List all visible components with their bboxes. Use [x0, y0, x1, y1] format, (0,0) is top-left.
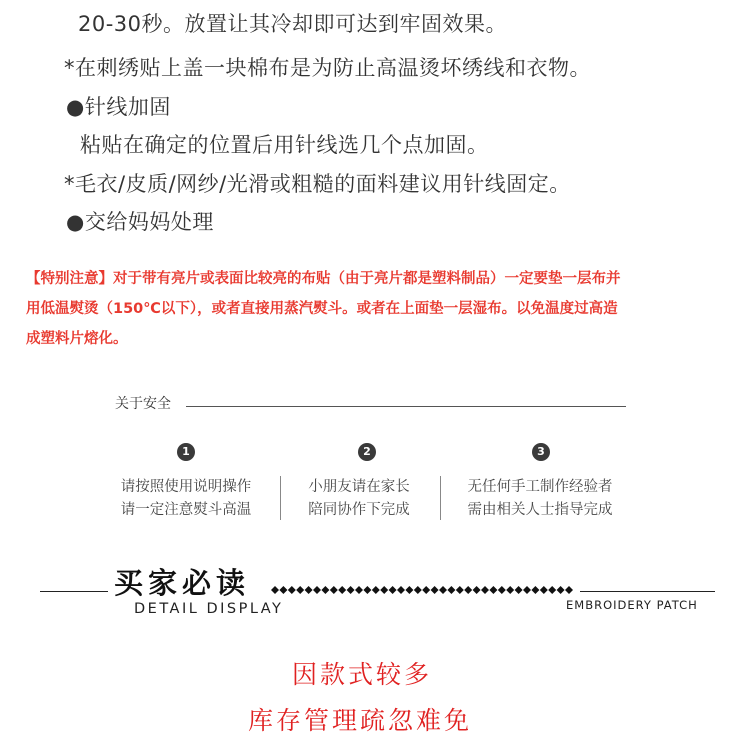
heading-give-to-mom: ●交给妈妈处理: [66, 210, 214, 234]
diamond-mark: [515, 586, 523, 594]
safety-number-2: 2: [358, 443, 376, 461]
diamond-mark: [565, 586, 573, 594]
safety-item-1-line-1: 请按照使用说明操作: [120, 479, 252, 495]
safety-separator-2: [440, 476, 441, 520]
diamond-mark: [414, 586, 422, 594]
diamond-mark: [447, 586, 455, 594]
safety-item-2: [274, 476, 444, 522]
diamond-mark: [321, 586, 329, 594]
diamond-mark: [355, 586, 363, 594]
diamond-mark: [296, 586, 304, 594]
instruction-line-1: 20-30秒。放置让其冷却即可达到牢固效果。: [78, 12, 508, 36]
diamond-mark: [540, 586, 548, 594]
safety-item-2-line-2: 陪同协作下完成: [308, 502, 410, 518]
safety-item-1-line-2: 请一定注意熨斗高温: [120, 502, 252, 518]
diamond-mark: [279, 586, 287, 594]
safety-number-3: 3: [532, 443, 550, 461]
diamond-mark: [557, 586, 565, 594]
instruction-line-2: *在刺绣贴上盖一块棉布是为防止高温烫坏绣线和衣物。: [64, 56, 591, 80]
diamond-mark: [473, 586, 481, 594]
diamond-mark: [506, 586, 514, 594]
diamond-mark: [330, 586, 338, 594]
diamond-mark: [456, 586, 464, 594]
banner-subtitle: DETAIL DISPLAY: [134, 601, 284, 617]
safety-item-2-line-1: 小朋友请在家长: [308, 479, 410, 495]
diamond-mark: [271, 586, 279, 594]
diamond-mark: [481, 586, 489, 594]
safety-number-1: 1: [177, 443, 195, 461]
diamond-mark: [372, 586, 380, 594]
heading-needle-reinforce: ●针线加固: [66, 95, 171, 119]
diamond-mark: [431, 586, 439, 594]
diamond-mark: [548, 586, 556, 594]
safety-label: 关于安全: [115, 396, 171, 412]
diamond-mark: [338, 586, 346, 594]
diamond-mark: [422, 586, 430, 594]
diamond-mark: [405, 586, 413, 594]
diamond-mark: [464, 586, 472, 594]
diamond-mark: [498, 586, 506, 594]
diamond-mark: [363, 586, 371, 594]
diamond-mark: [305, 586, 313, 594]
notice-line-2: 用低温熨烫（150℃以下），或者直接用蒸汽熨斗。或者在上面垫一层湿布。以免温度过高造: [26, 301, 618, 317]
diamond-mark: [439, 586, 447, 594]
safety-item-1: [101, 476, 271, 522]
diamond-mark: [489, 586, 497, 594]
safety-item-3-line-2: 需由相关人士指导完成: [467, 502, 613, 518]
notice-line-1: 【特别注意】对于带有亮片或表面比较亮的布贴（由于亮片都是塑料制品）一定要垫一层布并: [26, 271, 621, 287]
footer-line-2: 库存管理疏忽难免: [248, 706, 473, 735]
safety-item-3: [455, 476, 625, 522]
notice-line-3: 成塑料片熔化。: [26, 331, 128, 347]
safety-divider: [186, 406, 626, 407]
banner-title: 买家必读: [114, 566, 251, 600]
diamond-mark: [380, 586, 388, 594]
banner-left-line: [40, 591, 108, 592]
diamond-mark: [531, 586, 539, 594]
banner-right-line: [580, 591, 715, 592]
diamond-mark: [347, 586, 355, 594]
instruction-line-3: 粘贴在确定的位置后用针线选几个点加固。: [80, 133, 489, 157]
diamond-mark: [288, 586, 296, 594]
footer-line-1: 因款式较多: [292, 660, 433, 689]
instruction-line-4: *毛衣/皮质/网纱/光滑或粗糙的面料建议用针线固定。: [64, 172, 571, 196]
diamond-mark: [313, 586, 321, 594]
banner-tag: EMBROIDERY PATCH: [566, 598, 698, 612]
safety-item-3-line-1: 无任何手工制作经验者: [467, 479, 613, 495]
diamond-mark: [397, 586, 405, 594]
diamond-mark: [389, 586, 397, 594]
diamond-mark: [523, 586, 531, 594]
diamond-chain-decoration: [271, 584, 581, 596]
